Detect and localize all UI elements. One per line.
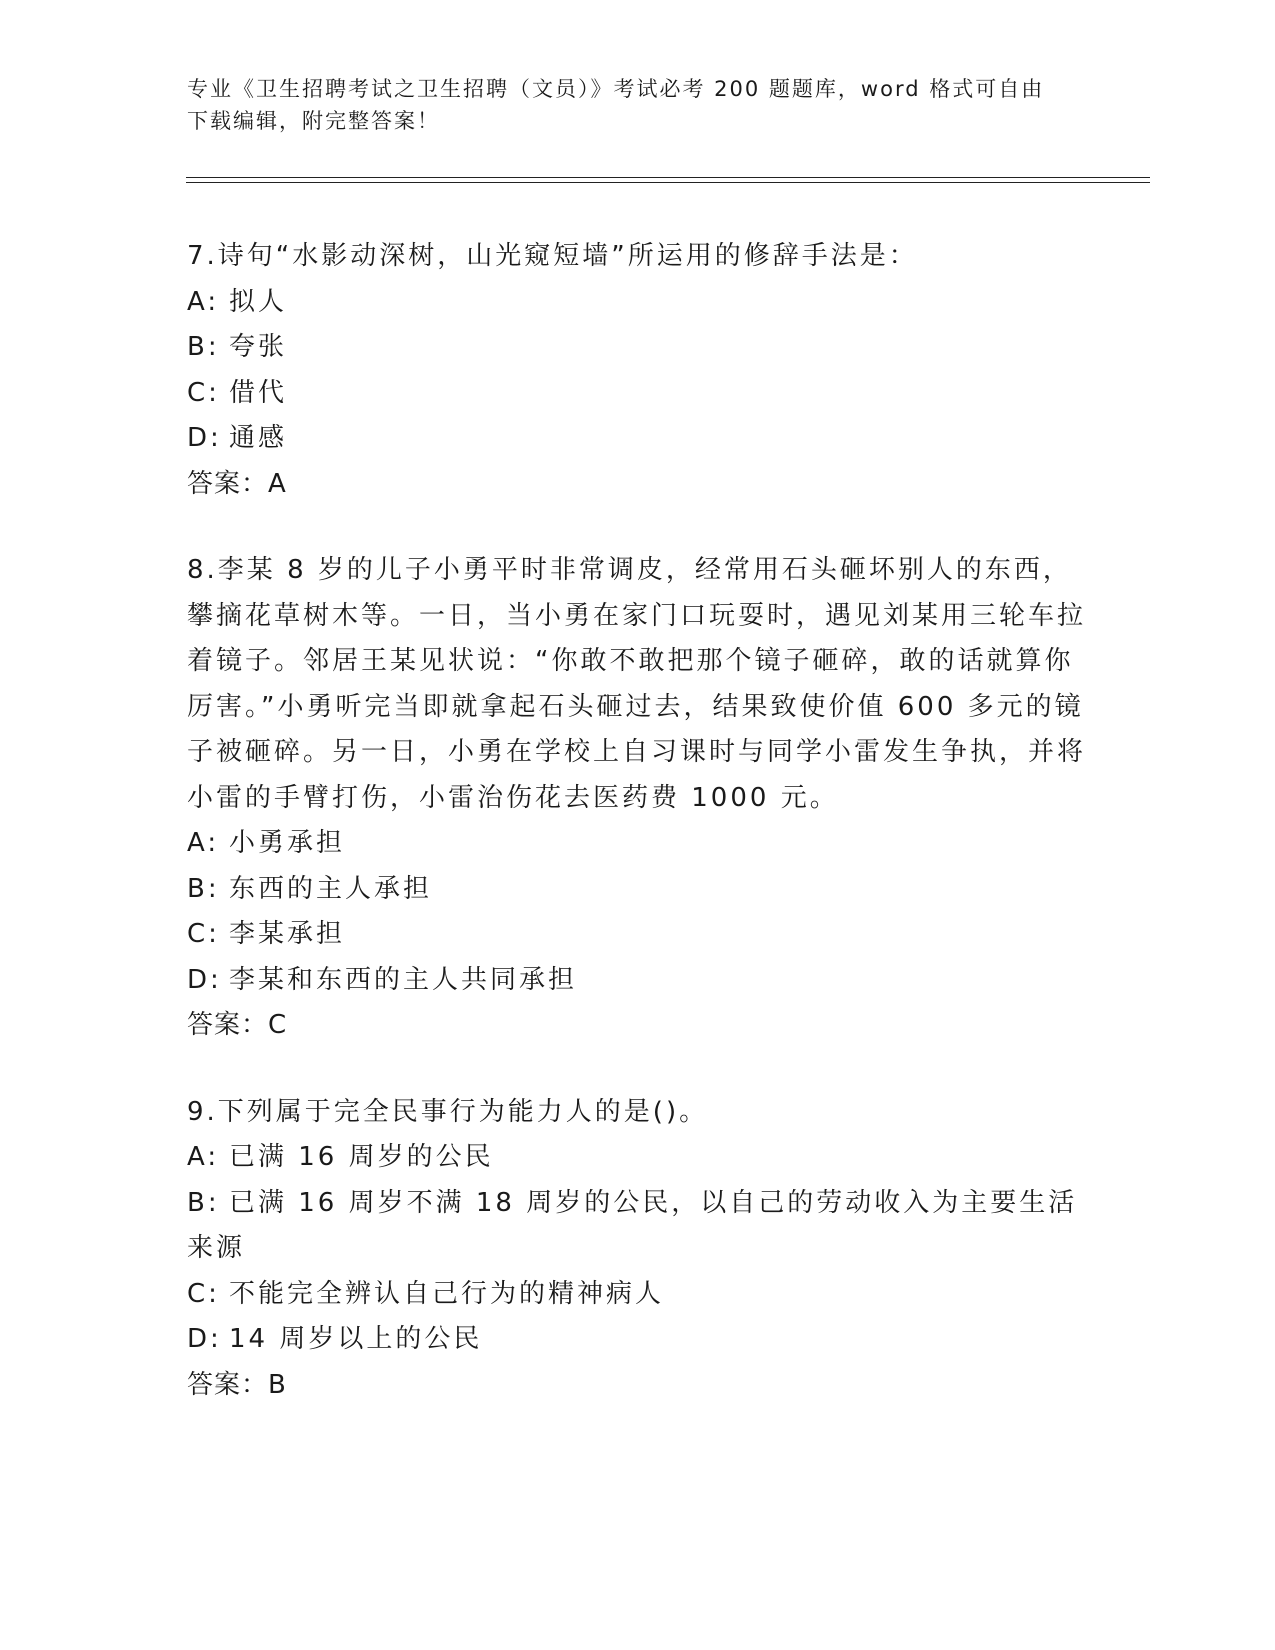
option-d — [187, 416, 1087, 462]
option-letter: C: — [187, 919, 220, 949]
option-text: 不能完全辨认自己行为的精神病人 — [229, 1278, 665, 1309]
option-c — [187, 1272, 1087, 1318]
option-b — [187, 325, 1087, 371]
option-letter: B: — [187, 873, 220, 904]
option-text: 已满 16 周岁的公民 — [229, 1142, 494, 1172]
option-text: 小勇承担 — [229, 828, 346, 858]
option-text: 借代 — [229, 377, 288, 408]
header-divider-bottom — [186, 182, 1150, 183]
option-a — [187, 821, 1087, 867]
option-letter: B: — [187, 1187, 220, 1218]
question-text: 9.下列属于完全民事行为能力人的是()。 — [187, 1096, 709, 1127]
option-text: 14 周岁以上的公民 — [229, 1324, 483, 1354]
question-text: 8.李某 8 岁的儿子小勇平时非常调皮，经常用石头砸坏别人的东西，攀摘花草树木等。一日，当小勇在家门口玩耍时，遇见刘某用三轮车拉着镜子。邻居王某见状说：“你敢不敢把那个镜子砸碎，敢的话就算你厉害。”小勇听完当即就拿起石头砸过去，结果致使价值 600 多元的镜子被砸碎。另一日，小勇在学校上自习课时与同学小雷发生争执，并将小雷的手臂打伤，小雷治伤花去医药费 1000 元。 — [187, 555, 1087, 813]
option-a — [187, 280, 1087, 326]
option-letter: A: — [187, 1142, 220, 1172]
option-c — [187, 371, 1087, 417]
option-text: 李某和东西的主人共同承担 — [229, 964, 578, 995]
option-text: 李某承担 — [229, 919, 346, 949]
option-letter: A: — [187, 286, 220, 317]
question-text: 7.诗句“水影动深树，山光窥短墙”所运用的修辞手法是： — [187, 241, 918, 271]
option-letter: B: — [187, 332, 220, 362]
option-b — [187, 867, 1087, 913]
document-header: 专业《卫生招聘考试之卫生招聘（文员）》考试必考 200 题题库，word 格式可自由下载编辑，附完整答案！ — [187, 77, 1045, 133]
header-divider-top — [186, 177, 1150, 178]
option-letter: C: — [187, 377, 220, 408]
question-7 — [187, 234, 1087, 507]
option-letter: C: — [187, 1278, 220, 1309]
option-c — [187, 912, 1087, 958]
option-text: 东西的主人承担 — [229, 873, 433, 904]
option-d — [187, 958, 1087, 1004]
answer-label: 答案：C — [187, 1010, 288, 1040]
answer-label: 答案：B — [187, 1369, 287, 1400]
option-letter: D: — [187, 1324, 222, 1354]
question-9 — [187, 1090, 1087, 1409]
option-text: 夸张 — [229, 332, 288, 362]
answer-label: 答案：A — [187, 468, 287, 499]
option-letter: A: — [187, 828, 220, 858]
option-a — [187, 1135, 1087, 1181]
option-d — [187, 1317, 1087, 1363]
option-b — [187, 1181, 1087, 1272]
question-list — [187, 234, 1087, 1449]
option-text: 通感 — [229, 423, 288, 453]
option-letter: D: — [187, 964, 222, 995]
question-8 — [187, 548, 1087, 1049]
option-text: 拟人 — [229, 286, 288, 317]
option-text: 已满 16 周岁不满 18 周岁的公民，以自己的劳动收入为主要生活来源 — [187, 1187, 1078, 1263]
option-letter: D: — [187, 423, 222, 453]
